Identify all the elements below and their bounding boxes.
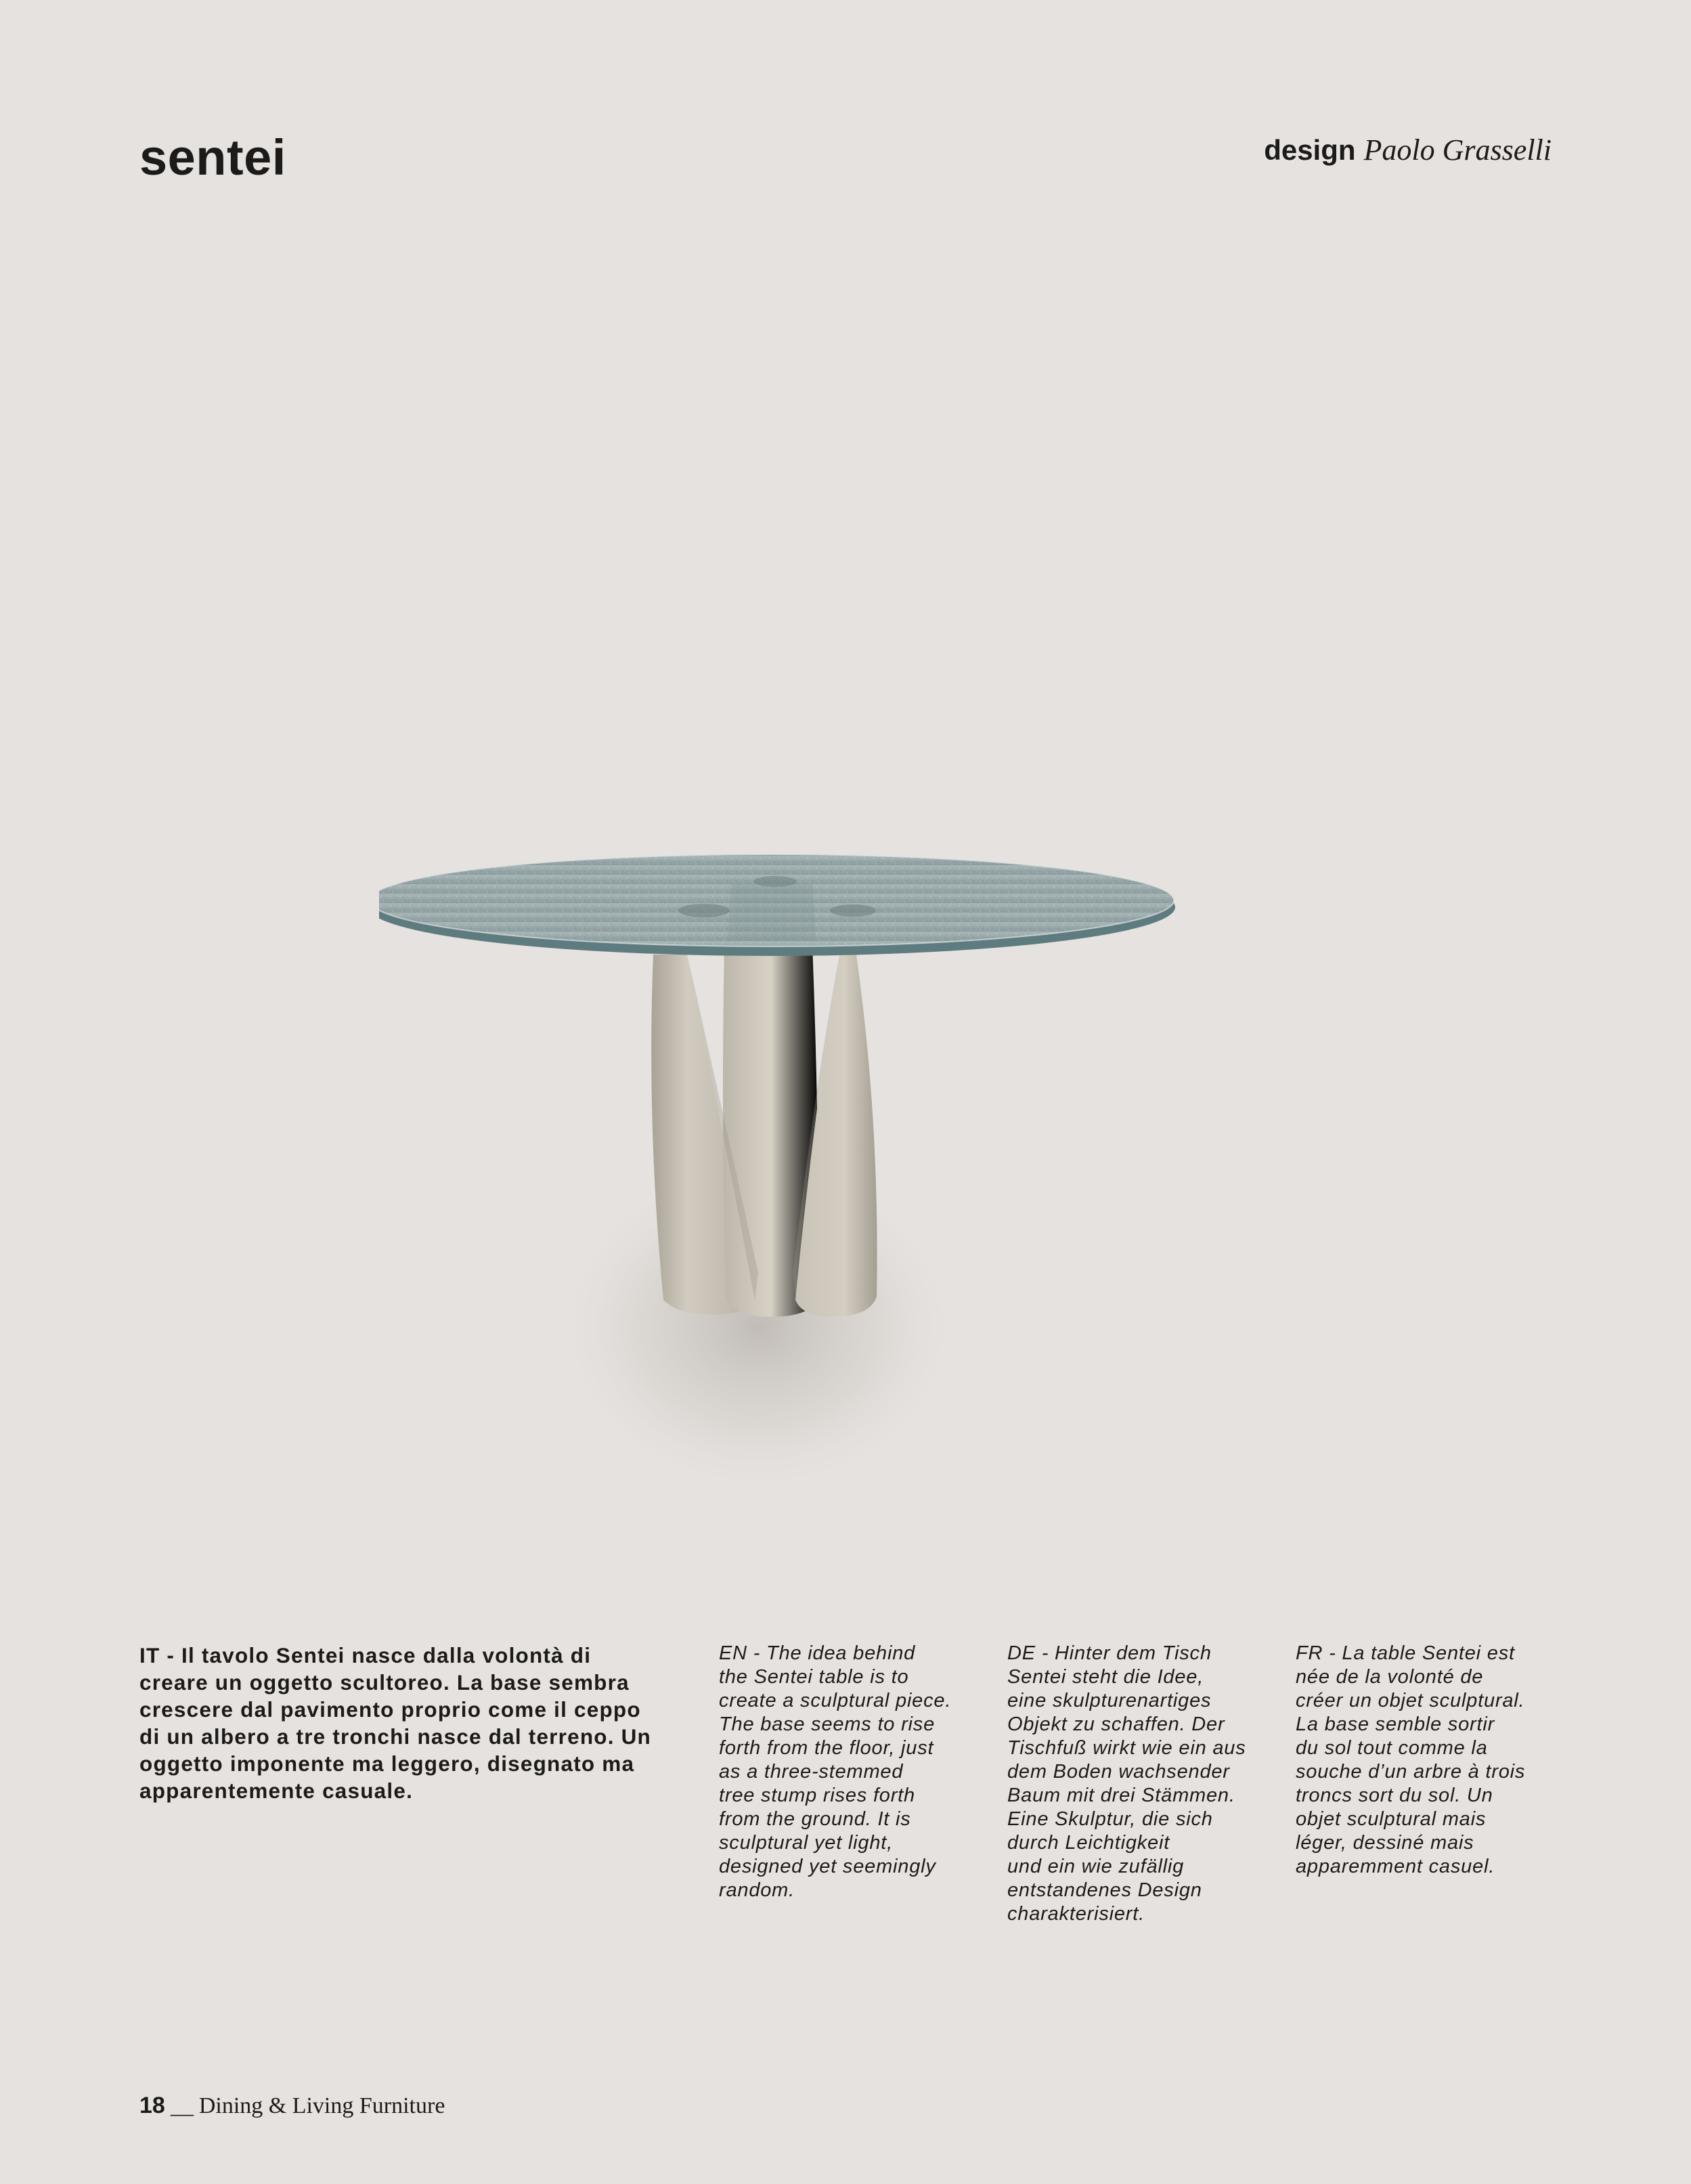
description-fr: FR - La table Sentei est née de la volonté de créer un objet sculptural. La base semble sortir du sol tout comme la souche d’un arbre à trois troncs sort du sol. Un objet sculptural mais léger, dessiné mais apparemment casuel. (1296, 1642, 1526, 1877)
design-label: design (1264, 134, 1356, 166)
description-de: DE - Hinter dem Tisch Sentei steht die Idee, eine skulpturenartiges Objekt zu schaffen. Der Tischfuß wirkt wie ein aus dem Boden wachsender Baum mit drei Stämmen. Eine Skulptur, die sich durch Leichtigkeit und ein wie zufällig entstandenes Design charakterisiert. (1007, 1642, 1246, 1925)
product-photo (379, 799, 1259, 1537)
page-number: 18 (139, 2093, 165, 2118)
designer-credit (1264, 135, 1552, 165)
section-name: Dining & Living Furniture (198, 2093, 445, 2118)
designer-name: Paolo Grasselli (1363, 133, 1552, 167)
page-title: sentei (139, 129, 286, 185)
description-it: IT - Il tavolo Sentei nasce dalla volontà di creare un oggetto scultoreo. La base sembra crescere dal pavimento proprio come il ceppo di un albero a tre tronchi nasce dal terreno. Un oggetto imponente ma leggero, disegnato ma apparentemente casuale. (139, 1643, 651, 1803)
footer-separator: __ (170, 2093, 194, 2118)
page-footer (139, 2094, 445, 2118)
description-en: EN - The idea behind the Sentei table is to create a sculptural piece. The base seems to rise forth from the floor, just as a three-stemmed tree stump rises forth from the ground. It is sculptural yet light, designed yet seemingly random. (719, 1642, 952, 1901)
